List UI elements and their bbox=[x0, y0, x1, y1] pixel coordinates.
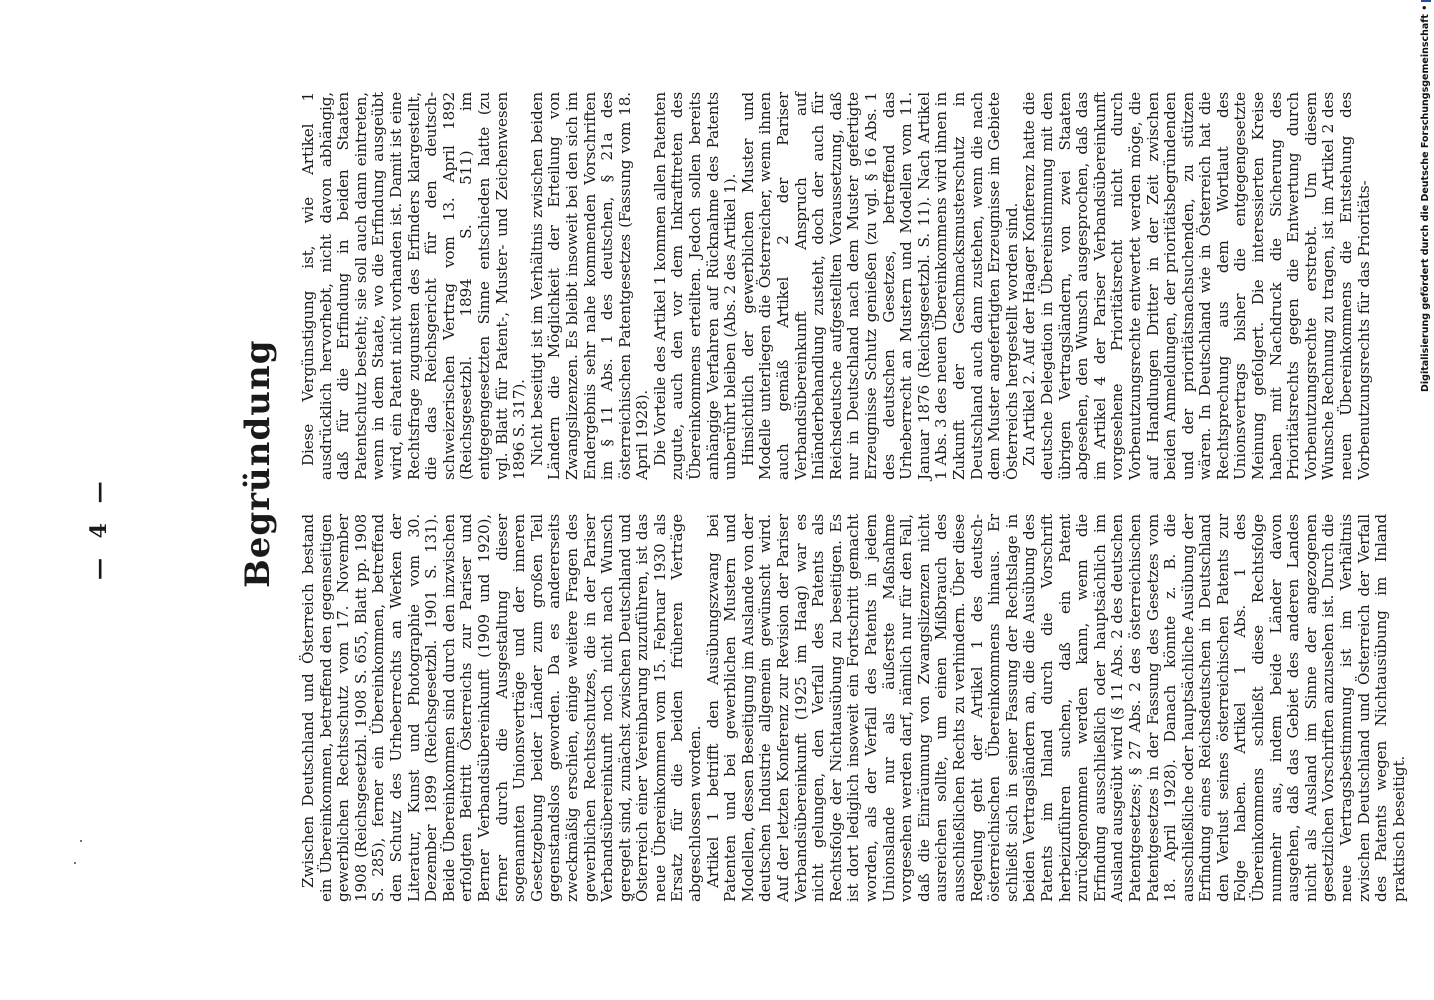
right-text-column bbox=[299, 92, 1373, 480]
scan-speck bbox=[74, 862, 76, 864]
digitization-note bbox=[1420, 0, 1431, 392]
dfg-logo bbox=[1421, 0, 1431, 2]
right-paragraph-2: Nicht beseitigt ist im Verhältnis zwischen beiden Ländern die Möglichkeit der Erteilung von Zwangslizenzen. Es bleibt insoweit bei den sich im Endergebnis sehr nahe kommenden Vorschriften im § 11 Abs. 1 des deutschen, § 21a des österreichischen Patentgesetzes (Fassung vom 18. April 1928). bbox=[527, 92, 652, 480]
left-paragraph-2: Artikel 1 betrifft den Ausübungszwang bei Patenten und bei gewerblichen Mustern und Modellen, dessen Beseitigung im Auslande von der deutschen Industrie allgemein gewünscht wird. Auf der letzten Konferenz zur Revision der Pariser Verbandsübereinkunft (1925 im Haag) war es nicht gelungen, den Verfall des Patents als Rechtsfolge der Nichtausübung zu beseitigen. Es ist dort lediglich insoweit ein Fortschritt gemacht worden, als der Verfall des Patents in jedem Unionslande nur als äußerste Maßnahme vorgesehen werden darf, nämlich nur für den Fall, daß die Einräumung von Zwangslizenzen nicht ausreichen sollte, um einen Mißbrauch des ausschließlichen Rechts zu verhindern. Über diese Regelung geht der Artikel 1 des deutsch-österreichischen Übereinkommens hinaus. Er schließt sich in seiner Fassung der Rechtslage in beiden Vertragsländern an, die die Ausübung des Patents im Inland durch die Vorschrift herbeizuführen suchen, daß ein Patent zurückgenommen werden kann, wenn die Erfindung ausschließlich oder hauptsächlich im Ausland ausgeübt wird (§ 11 Abs. 2 des deutschen Patentgesetzes; § 27 Abs. 2 des österreichischen Patentgesetzes in der Fassung des Gesetzes vom 18. April 1928). Danach könnte z. B. die ausschließliche oder hauptsächliche Ausübung der Erfindung eines Reichsdeutschen in Deutschland den Verlust seines österreichischen Patents zur Folge haben. Artikel 1 Abs. 1 des Übereinkommens schließt diese Rechtsfolge nunmehr aus, indem beide Länder davon ausgehen, daß das Gebiet des anderen Landes nicht als Ausland im Sinne der angezogenen gesetzlichen Vorschriften anzusehen ist. Durch die neue Vertragsbestimmung ist im Verhältnis zwischen Deutschland und Österreich der Verfall des Patents wegen Nichtausübung im Inland praktisch beseitigt. bbox=[703, 514, 1408, 902]
right-paragraph-5: Zu Artikel 2. Auf der Haager Konferenz hatte die deutsche Delegation in Übereinstimmung mit den übrigen Vertragsländern, von zwei Staaten abgesehen, den Wunsch ausgesprochen, daß das im Artikel 4 der Pariser Verbandsübereinkunft vorgesehene Prioritätsrecht nicht durch Vorbenutzungsrechte entwertet werden möge, die auf Handlungen Dritter in der Zeit zwischen beiden Anmeldungen, der prioritätsbegründenden und der prioritätsnachsuchenden, zu stützen wären. In Deutschland wie in Österreich hat die Rechtsprechung aus dem Wortlaut des Unionsvertrags bisher die entgegengesetzte Meinung gefolgert. Die interessierten Kreise haben mit Nachdruck die Sicherung des Prioritätsrechts gegen die Entwertung durch Vorbenutzungsrechte erstrebt. Um diesem Wunsche Rechnung zu tragen, ist im Artikel 2 des neuen Übereinkommens die Entstehung des Vorbenutzungsrechts für das Prioritäts- bbox=[1020, 92, 1373, 480]
right-paragraph-3: Die Vorteile des Artikel 1 kommen allen Patenten zugute, auch den vor dem Inkrafttreten des Übereinkommens erteilten. Jedoch sollen bereits anhängige Verfahren auf Rücknahme des Patents unberührt bleiben (Abs. 2 des Artikel 1). bbox=[650, 92, 740, 480]
right-paragraph-4: Hinsichtlich der gewerblichen Muster und Modelle unterliegen die Österreicher, wenn ihnen auch gemäß Artikel 2 der Pariser Verbandsübereinkunft Anspruch auf Inländerbehandlung zusteht, doch der auch für Reichsdeutsche aufgestellten Voraussetzung, daß nur in Deutschland nach dem Muster gefertigte Erzeugnisse Schutz genießen (zu vgl. § 16 Abs. 1 des deutschen Gesetzes, betreffend das Urheberrecht an Mustern und Modellen vom 11. Januar 1876 (Reichsgesetzbl. S. 11). Nach Artikel 1 Abs. 3 des neuen Übereinkommens wird ihnen in Zukunft der Geschmacksmusterschutz in Deutschland auch dann zustehen, wenn die nach dem Muster angefertigten Erzeugnisse im Gebiete Österreichs hergestellt worden sind. bbox=[738, 92, 1021, 480]
left-paragraph-1: Zwischen Deutschland und Österreich bestand ein Übereinkommen, betreffend den gegenseitigen gewerblichen Rechtsschutz vom 17. November 1908 (Reichsgesetzbl. 1908 S. 655, Blatt pp. 1908 S. 285), ferner ein Übereinkommen, betreffend den Schutz des Urheberrechts an Werken der Literatur, Kunst und Photographie vom 30. Dezember 1899 (Reichsgesetzbl. 1901 S. 131). Beide Übereinkommen sind durch den inzwischen erfolgten Beitritt Österreichs zur Pariser und Berner Verbandsübereinkunft (1909 und 1920), ferner durch die Ausgestaltung dieser sogenannten Unionsverträge und der inneren Gesetzgebung beider Länder zum großen Teil gegenstandslos geworden. Da es andererseits zweckmäßig erschien, einige weitere Fragen des gewerblichen Rechtsschutzes, die in der Pariser Verbandsübereinkunft noch nicht nach Wunsch geregelt sind, zunächst zwischen Deutschland und Österreich einer Vereinbarung zuzuführen, ist das neue Übereinkommen vom 15. Februar 1930 als Ersatz für die beiden früheren Verträge abgeschlossen worden. bbox=[299, 514, 705, 902]
right-paragraph-1: Diese Vergünstigung ist, wie Artikel 1 ausdrücklich hervorhebt, nicht davon abhängig, daß für die Erfindung in beiden Staaten Patentschutz besteht; sie soll auch dann eintreten, wenn in dem Staate, wo die Erfindung ausgeübt wird, ein Patent nicht vorhanden ist. Damit ist eine Rechtsfrage zugunsten des Erfinders klargestellt, die das Reichsgericht für den deutsch-schweizerischen Vertrag vom 13. April 1892 (Reichsgesetzbl. 1894 S. 511) im entgegengesetzten Sinne entschieden hatte (zu vgl. Blatt für Patent-, Muster- und Zeichenwesen 1896 S. 317). bbox=[299, 92, 529, 480]
scan-speck bbox=[80, 840, 82, 842]
page-number: — 4 — bbox=[86, 475, 112, 580]
page-title: Begründung bbox=[238, 339, 278, 588]
left-text-column bbox=[299, 514, 1408, 902]
digitization-note-text: Digitalisierung gefördert durch die Deutsche Forschungsgemeinschaft • bbox=[1420, 4, 1431, 392]
